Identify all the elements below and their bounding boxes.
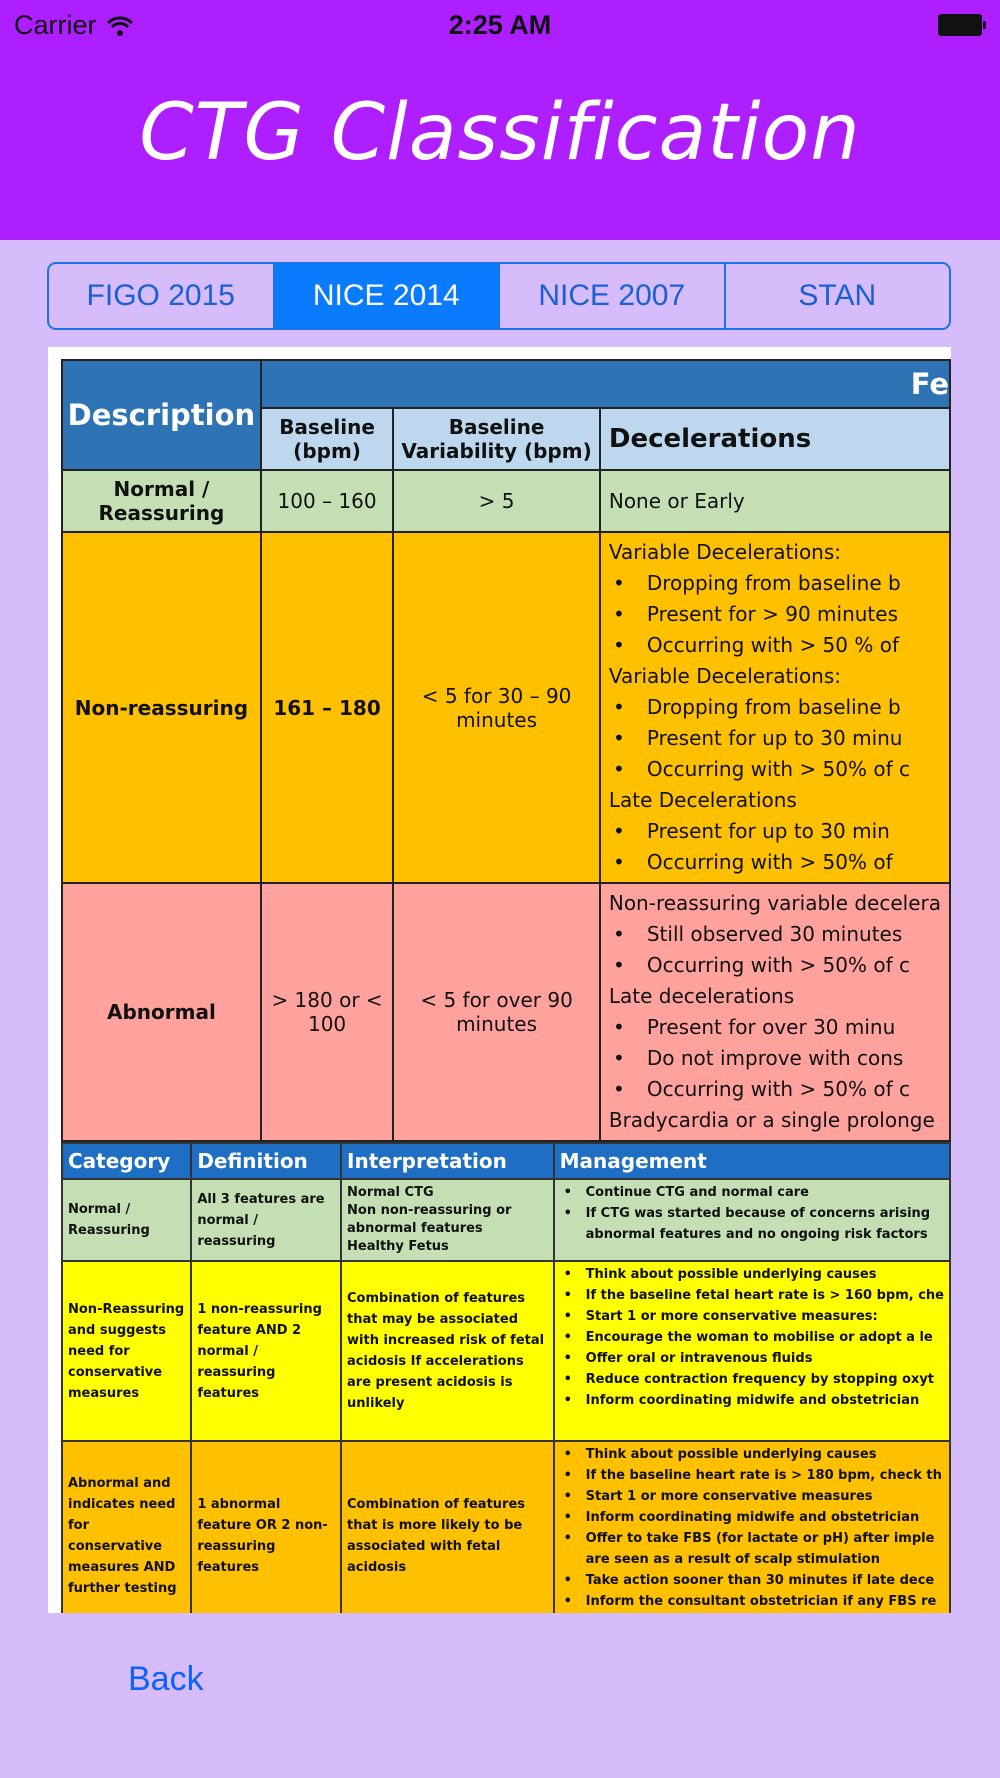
battery-full-icon: [938, 14, 986, 36]
header-variability: Baseline Variability (bpm): [393, 408, 600, 470]
cell-management: • Think about possible underlying causes • If the baseline heart rate is > 180 bpm, check th • Start 1 or more conservative measures • Inform coordinating midwife and obstetrician • Offer to take FBS (for lactate or pH) after imple are seen as a result of scalp stimulation • Take action sooner than 30 minutes if late dece • Inform the consultant obstetrician if any FBS re: [554, 1441, 950, 1613]
header-definition: Definition: [191, 1143, 341, 1179]
cell-decelerations: Non-reassuring variable decelera • Still observed 30 minutes • Occurring with > 50% of c Late decelerations • Present for over 30 minu • Do not improve with cons • Occurring with > 50% of c Bradycardia or a single prolonge: [600, 883, 950, 1141]
standard-selector: [47, 262, 951, 330]
header-baseline: Baseline (bpm): [261, 408, 393, 470]
cell-interpretation: Combination of features that is more likely to be associated with fetal acidosis: [341, 1441, 554, 1613]
header-management: Management: [554, 1143, 950, 1179]
cell-decelerations: None or Early: [600, 470, 950, 532]
table-row: [62, 470, 950, 532]
header-interpretation: Interpretation: [341, 1143, 554, 1179]
features-table: [61, 359, 951, 1142]
cell-baseline: > 180 or < 100: [261, 883, 393, 1141]
navigation-header: [0, 0, 1000, 240]
table-row: [62, 1261, 950, 1441]
cell-description: Non-reassuring: [62, 532, 261, 883]
cell-variability: < 5 for 30 – 90 minutes: [393, 532, 600, 883]
cell-management: • Think about possible underlying causes • If the baseline fetal heart rate is > 160 bpm, che • Start 1 or more conservative measures: • Encourage the woman to mobilise or adopt a le • Offer oral or intravenous fluids • Reduce contraction frequency by stopping oxyt • Inform coordinating midwife and obstetrician: [554, 1261, 950, 1441]
header-features-group: Fe: [261, 360, 950, 408]
tab-stan[interactable]: STAN: [798, 279, 877, 312]
cell-management: • Continue CTG and normal care • If CTG was started because of concerns arising abnormal features and no ongoing risk factors: [554, 1179, 950, 1261]
back-button[interactable]: Back: [128, 1660, 204, 1698]
cell-interpretation: Normal CTG Non non-reassuring or abnormal features Healthy Fetus: [341, 1179, 554, 1261]
cell-interpretation: Combination of features that may be associated with increased risk of fetal acidosis If accelerations are present acidosis is unlikely: [341, 1261, 554, 1441]
header-decelerations: Decelerations: [600, 408, 950, 470]
tab-nice-2014[interactable]: NICE 2014: [275, 264, 501, 328]
cell-description: Normal / Reassuring: [62, 470, 261, 532]
cell-description: Abnormal: [62, 883, 261, 1141]
clock: 2:25 AM: [448, 10, 552, 40]
table-row: [62, 532, 950, 883]
cell-category: Non-Reassuring and suggests need for conservative measures: [62, 1261, 191, 1441]
management-table: [61, 1142, 951, 1613]
table-row: [62, 883, 950, 1141]
table-row: [62, 1179, 950, 1261]
classification-image[interactable]: [48, 347, 951, 1613]
cell-baseline: 100 – 160: [261, 470, 393, 532]
cell-decelerations: Variable Decelerations: • Dropping from baseline b • Present for > 90 minutes • Occurring with > 50 % of Variable Decelerations: • Dropping from baseline b • Present for up to 30 minu • Occurring with > 50% of c Late Decelerations • Present for up to 30 min • Occurring with > 50% of: [600, 532, 950, 883]
cell-definition: All 3 features are normal / reassuring: [191, 1179, 341, 1261]
tab-nice-2007[interactable]: NICE 2007: [500, 264, 726, 328]
table-row: [62, 1441, 950, 1613]
cell-definition: 1 abnormal feature OR 2 non-reassuring features: [191, 1441, 341, 1613]
cell-category: Abnormal and indicates need for conservative measures AND further testing: [62, 1441, 191, 1613]
cell-variability: > 5: [393, 470, 600, 532]
page-title: CTG Classification: [139, 88, 861, 178]
header-category: Category: [62, 1143, 191, 1179]
carrier-label: Carrier: [14, 10, 97, 40]
tab-figo-2015[interactable]: FIGO 2015: [49, 264, 275, 328]
cell-definition: 1 non-reassuring feature AND 2 normal / reassuring features: [191, 1261, 341, 1441]
header-description: Description: [62, 360, 261, 470]
cell-category: Normal / Reassuring: [62, 1179, 191, 1261]
status-bar: [0, 8, 1000, 44]
cell-variability: < 5 for over 90 minutes: [393, 883, 600, 1141]
cell-baseline: 161 – 180: [261, 532, 393, 883]
